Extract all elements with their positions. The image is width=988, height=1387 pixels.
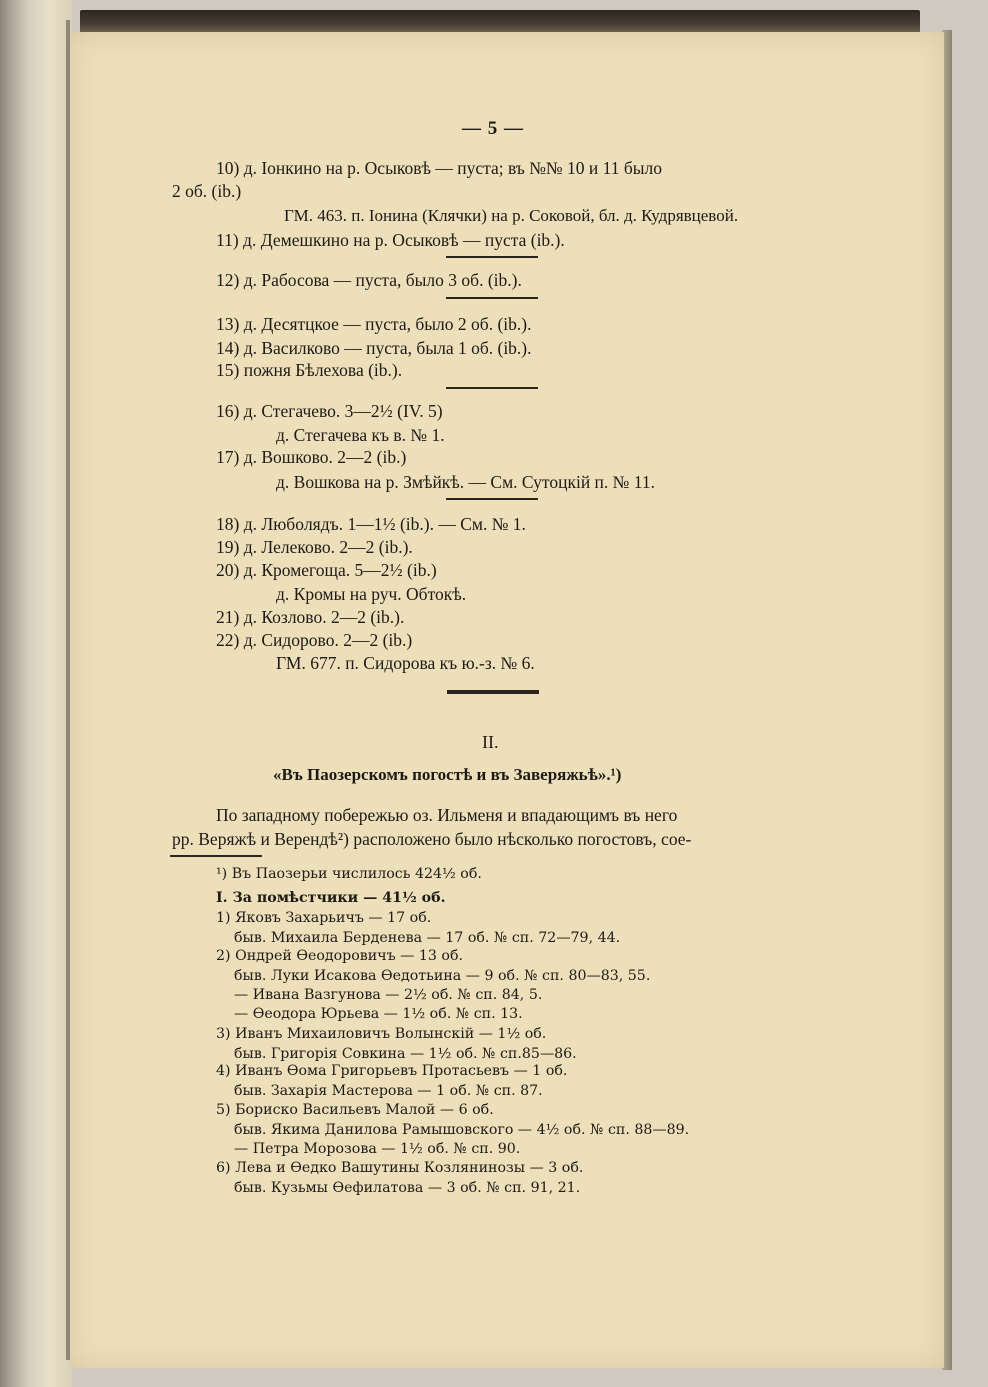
entry-12: 12) д. Рабосова — пуста, было 3 об. (ib.). [216,270,522,290]
entry-13: 13) д. Десятцкое — пуста, было 2 об. (ib.). [216,314,532,334]
footnote-item: быв. Якима Данилова Рамышовского — 4½ об. № сп. 88—89. [234,1122,690,1138]
divider [446,297,538,299]
entry-21: 21) д. Козлово. 2—2 (ib.). [216,607,405,627]
divider [446,387,538,389]
entry-10-note: ГМ. 463. п. Іонина (Клячки) на р. Соковой, бл. д. Кудрявцевой. [284,206,739,225]
footnote-item: быв. Михаила Берденева — 17 об. № сп. 72—79, 44. [234,930,621,946]
entry-11: 11) д. Демешкино на р. Осыковѣ — пуста (ib.). [216,230,565,250]
entry-10: 10) д. Іонкино на р. Осыковѣ — пуста; въ №№ 10 и 11 было [216,158,662,178]
footnote-item: 6) Лева и Өедко Вашутины Козлянинозы — 3 об. [216,1160,584,1176]
footnote-item: — Өеодора Юрьева — 1½ об. № сп. 13. [234,1006,523,1022]
entry-17: 17) д. Вошково. 2—2 (ib.) [216,447,407,467]
paragraph-line-1: По западному побережью оз. Ильменя и впадающимъ въ него [216,805,678,825]
paragraph-line-2: рр. Веряжѣ и Верендѣ²) расположено было нѣсколько погостовъ, сое- [172,829,692,849]
footnote-item: 1) Яковъ Захарьичъ — 17 об. [216,910,432,926]
book-spine-edge [0,0,72,1387]
section-numeral: II. [482,732,499,752]
footnote-1: ¹) Въ Паозерьи числилось 424½ об. [216,866,482,882]
footnote-item: 5) Бориско Васильевъ Малой — 6 об. [216,1102,494,1118]
entry-15: 15) пожня Бѣлехова (ib.). [216,360,403,380]
footnote-item: — Ивана Вазгунова — 2½ об. № сп. 84, 5. [234,987,543,1003]
entry-22-note: ГМ. 677. п. Сидорова къ ю.-з. № 6. [276,653,535,673]
footnote-item: быв. Кузьмы Өефилатова — 3 об. № сп. 91, 21. [234,1180,581,1196]
footnote-item: 2) Ондрей Өеодоровичъ — 13 об. [216,948,464,964]
footnote-item: быв. Григорія Совкина — 1½ об. № сп.85—86. [234,1046,577,1062]
entry-10-cont: 2 об. (ib.) [172,181,242,201]
entry-22: 22) д. Сидорово. 2—2 (ib.) [216,630,413,650]
footnote-item: 4) Иванъ Өома Григорьевъ Протасьевъ — 1 об. [216,1063,568,1079]
footnote-rule [170,855,262,857]
divider [446,256,538,258]
section-divider [447,690,539,694]
entry-20: 20) д. Кромегоща. 5—2½ (ib.) [216,560,437,580]
divider [446,498,538,500]
entry-20-note: д. Кромы на руч. Обтокѣ. [276,584,467,604]
entry-14: 14) д. Василково — пуста, была 1 об. (ib.). [216,338,532,358]
entry-18: 18) д. Любoлядъ. 1—1½ (ib.). — См. № 1. [216,514,526,534]
entry-19: 19) д. Лелеково. 2—2 (ib.). [216,537,413,557]
entry-17-note: д. Вошкова на р. Змѣйкѣ. — См. Сутоцкій п. № 11. [276,472,655,492]
entry-16-note: д. Стегачева къ в. № 1. [276,425,445,445]
footnote-heading: I. За помѣстчики — 41½ об. [216,890,446,906]
footnote-item: — Петра Морозова — 1½ об. № сп. 90. [234,1141,521,1157]
footnote-item: быв. Захарія Мастерова — 1 об. № сп. 87. [234,1083,543,1099]
footnote-item: быв. Луки Исакова Өедотьина — 9 об. № сп. 80—83, 55. [234,968,651,984]
entry-16: 16) д. Стегачево. 3—2½ (IV. 5) [216,401,443,421]
page-number: — 5 — [462,118,524,139]
section-title: «Въ Паозерскомъ погостѣ и въ Заверяжьѣ».¹) [273,765,622,784]
footnote-item: 3) Иванъ Михаиловичъ Волынскій — 1½ об. [216,1026,547,1042]
